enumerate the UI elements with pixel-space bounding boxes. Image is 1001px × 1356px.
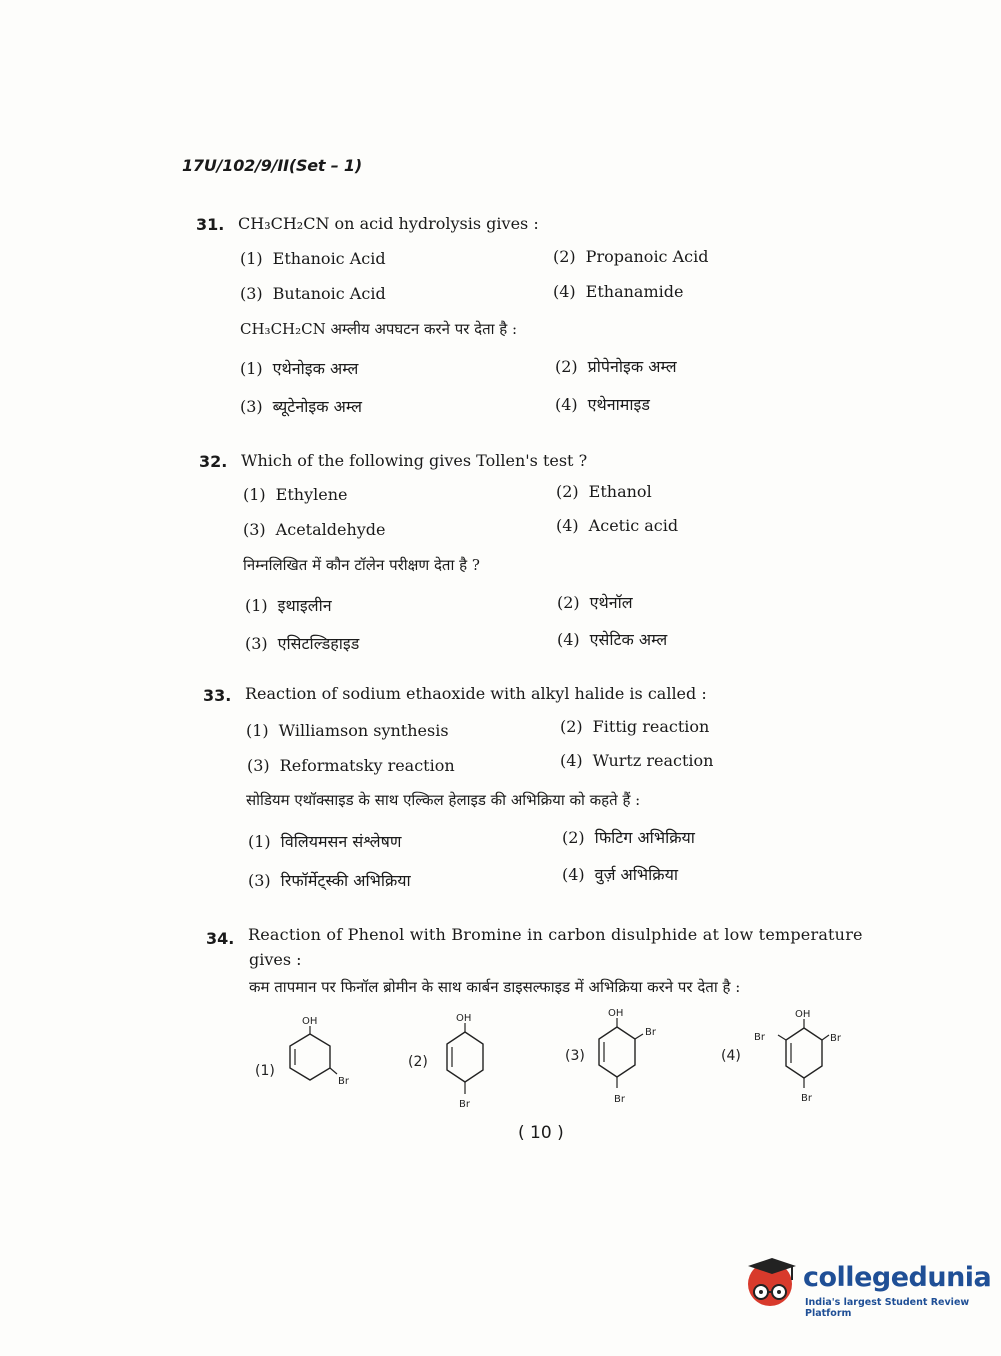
q31-option-4-hi: (4) एथेनामाइड	[555, 395, 650, 414]
q34-option-3-br-ortho: Br	[645, 1027, 656, 1038]
q32-option-2-en: (2) Ethanol	[556, 482, 652, 501]
q33-option-4-hi: (4) वुर्ज़ अभिक्रिया	[562, 865, 678, 884]
q31-option-2-hi: (2) प्रोपेनोइक अम्ल	[555, 357, 677, 376]
q32-option-3-hi: (3) एसिटल्डिहाइड	[245, 634, 360, 653]
paper-code-header: 17U/102/9/II(Set – 1)	[182, 156, 362, 175]
question-33-text-hi: सोडियम एथॉक्साइड के साथ एल्किल हेलाइड की अभिक्रिया को कहते हैं :	[246, 791, 641, 809]
q34-option-3-structure	[562, 1003, 672, 1107]
q34-option-2-structure	[405, 1008, 515, 1112]
q31-option-1-en: (1) Ethanoic Acid	[240, 249, 386, 268]
q31-option-3-hi: (3) ब्यूटेनोइक अम्ल	[240, 397, 362, 416]
page-number: ( 10 )	[518, 1123, 564, 1143]
q34-option-4-oh: OH	[795, 1009, 811, 1020]
q33-option-1-hi: (1) विलियमसन संश्लेषण	[248, 832, 402, 851]
q33-option-3-en: (3) Reformatsky reaction	[247, 756, 455, 775]
q34-option-4-label: (4)	[721, 1048, 741, 1064]
q32-option-4-hi: (4) एसेटिक अम्ल	[557, 630, 668, 649]
q34-option-3-label: (3)	[565, 1048, 585, 1064]
collegedunia-tagline: India's largest Student Review Platform	[805, 1297, 970, 1319]
question-31-text-hi: CH₃CH₂CN अम्लीय अपघटन करने पर देता है :	[240, 320, 518, 338]
q34-option-2-label: (2)	[408, 1054, 428, 1070]
q34-option-2-br: Br	[459, 1099, 470, 1110]
question-33-text-en: Reaction of sodium ethaoxide with alkyl halide is called :	[245, 684, 707, 703]
question-34-number: 34.	[206, 929, 235, 948]
q33-option-2-en: (2) Fittig reaction	[560, 717, 710, 736]
q31-option-1-hi: (1) एथेनोइक अम्ल	[240, 359, 359, 378]
question-34-text-hi: कम तापमान पर फिनॉल ब्रोमीन के साथ कार्बन डाइसल्फाइड में अभिक्रिया करने पर देता है :	[249, 978, 741, 996]
question-32-number: 32.	[199, 452, 228, 471]
q33-option-2-hi: (2) फिटिग अभिक्रिया	[562, 828, 695, 847]
q31-option-4-en: (4) Ethanamide	[553, 282, 684, 301]
q34-option-2-oh: OH	[456, 1013, 472, 1024]
q31-option-2-en: (2) Propanoic Acid	[553, 247, 709, 266]
q33-option-3-hi: (3) रिफॉर्मेट्स्की अभिक्रिया	[248, 871, 411, 890]
q34-option-3-oh: OH	[608, 1008, 624, 1019]
q32-option-1-en: (1) Ethylene	[243, 485, 348, 504]
q34-option-1-label: (1)	[255, 1063, 275, 1079]
q34-option-1-structure	[250, 1012, 360, 1102]
q34-option-4-br-right: Br	[830, 1033, 841, 1044]
collegedunia-logo-icon	[742, 1252, 804, 1312]
question-34-text-en-line1: Reaction of Phenol with Bromine in carbon disulphide at low temperature	[248, 925, 863, 944]
collegedunia-brand: collegedunia	[803, 1262, 992, 1293]
question-32-text-en: Which of the following gives Tollen's test ?	[241, 451, 588, 470]
question-31-number: 31.	[196, 215, 225, 234]
q34-option-1-oh: OH	[302, 1016, 318, 1027]
q32-option-1-hi: (1) इथाइलीन	[245, 596, 332, 615]
question-34-text-en-line2: gives :	[249, 950, 302, 969]
question-31-text-en: CH₃CH₂CN on acid hydrolysis gives :	[238, 214, 539, 233]
q32-option-4-en: (4) Acetic acid	[556, 516, 679, 535]
q34-option-3-br-para: Br	[614, 1094, 625, 1105]
q34-option-1-br: Br	[338, 1076, 349, 1087]
q33-option-4-en: (4) Wurtz reaction	[560, 751, 714, 770]
q32-option-3-en: (3) Acetaldehyde	[243, 520, 386, 539]
q34-option-4-structure	[718, 1004, 850, 1108]
q33-option-1-en: (1) Williamson synthesis	[246, 721, 449, 740]
q34-option-4-br-left: Br	[754, 1032, 765, 1043]
q34-option-4-br-para: Br	[801, 1093, 812, 1104]
question-32-text-hi: निम्नलिखित में कौन टॉलेन परीक्षण देता है ?	[243, 556, 480, 574]
q32-option-2-hi: (2) एथेनॉल	[557, 593, 633, 612]
question-33-number: 33.	[203, 686, 232, 705]
q31-option-3-en: (3) Butanoic Acid	[240, 284, 386, 303]
